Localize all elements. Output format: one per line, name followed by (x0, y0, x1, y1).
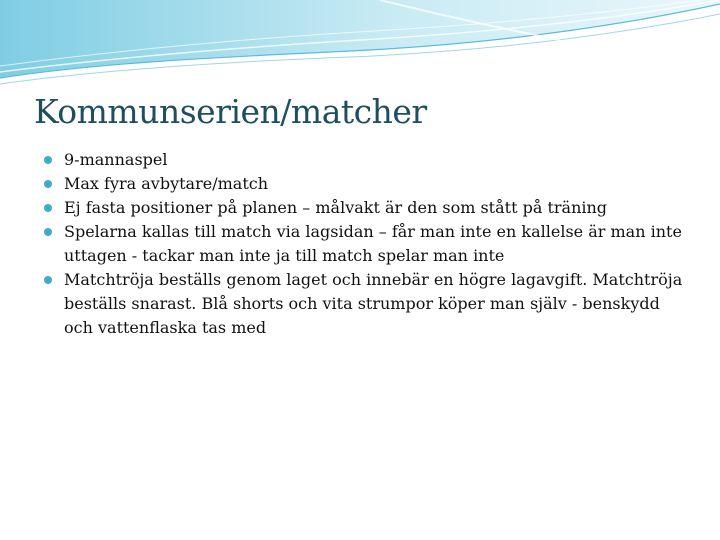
bullet-dot-icon (44, 156, 52, 164)
bullet-item (44, 148, 684, 172)
bullet-text: Spelarna kallas till match via lagsidan – får man inte en kallelse är man inte uttagen - tackar man inte ja till match spelar man inte (64, 222, 682, 265)
bullet-text: Matchtröja beställs genom laget och innebär en högre lagavgift. Matchtröja beställs snarast. Blå shorts och vita strumpor köper man själv - benskydd och vattenflaska tas med (64, 270, 683, 337)
bullet-dot-icon (44, 276, 52, 284)
bullet-item (44, 196, 684, 220)
bullet-list (44, 148, 684, 340)
bullet-item (44, 220, 684, 268)
bullet-item (44, 172, 684, 196)
header-wave-decoration (0, 0, 720, 90)
slide-title: Kommunserien/matcher (34, 92, 427, 131)
bullet-dot-icon (44, 180, 52, 188)
bullet-dot-icon (44, 204, 52, 212)
bullet-text: 9-mannaspel (64, 150, 168, 169)
bullet-text: Ej fasta positioner på planen – målvakt är den som stått på träning (64, 198, 608, 217)
bullet-dot-icon (44, 228, 52, 236)
bullet-text: Max fyra avbytare/match (64, 174, 269, 193)
bullet-item (44, 268, 684, 340)
